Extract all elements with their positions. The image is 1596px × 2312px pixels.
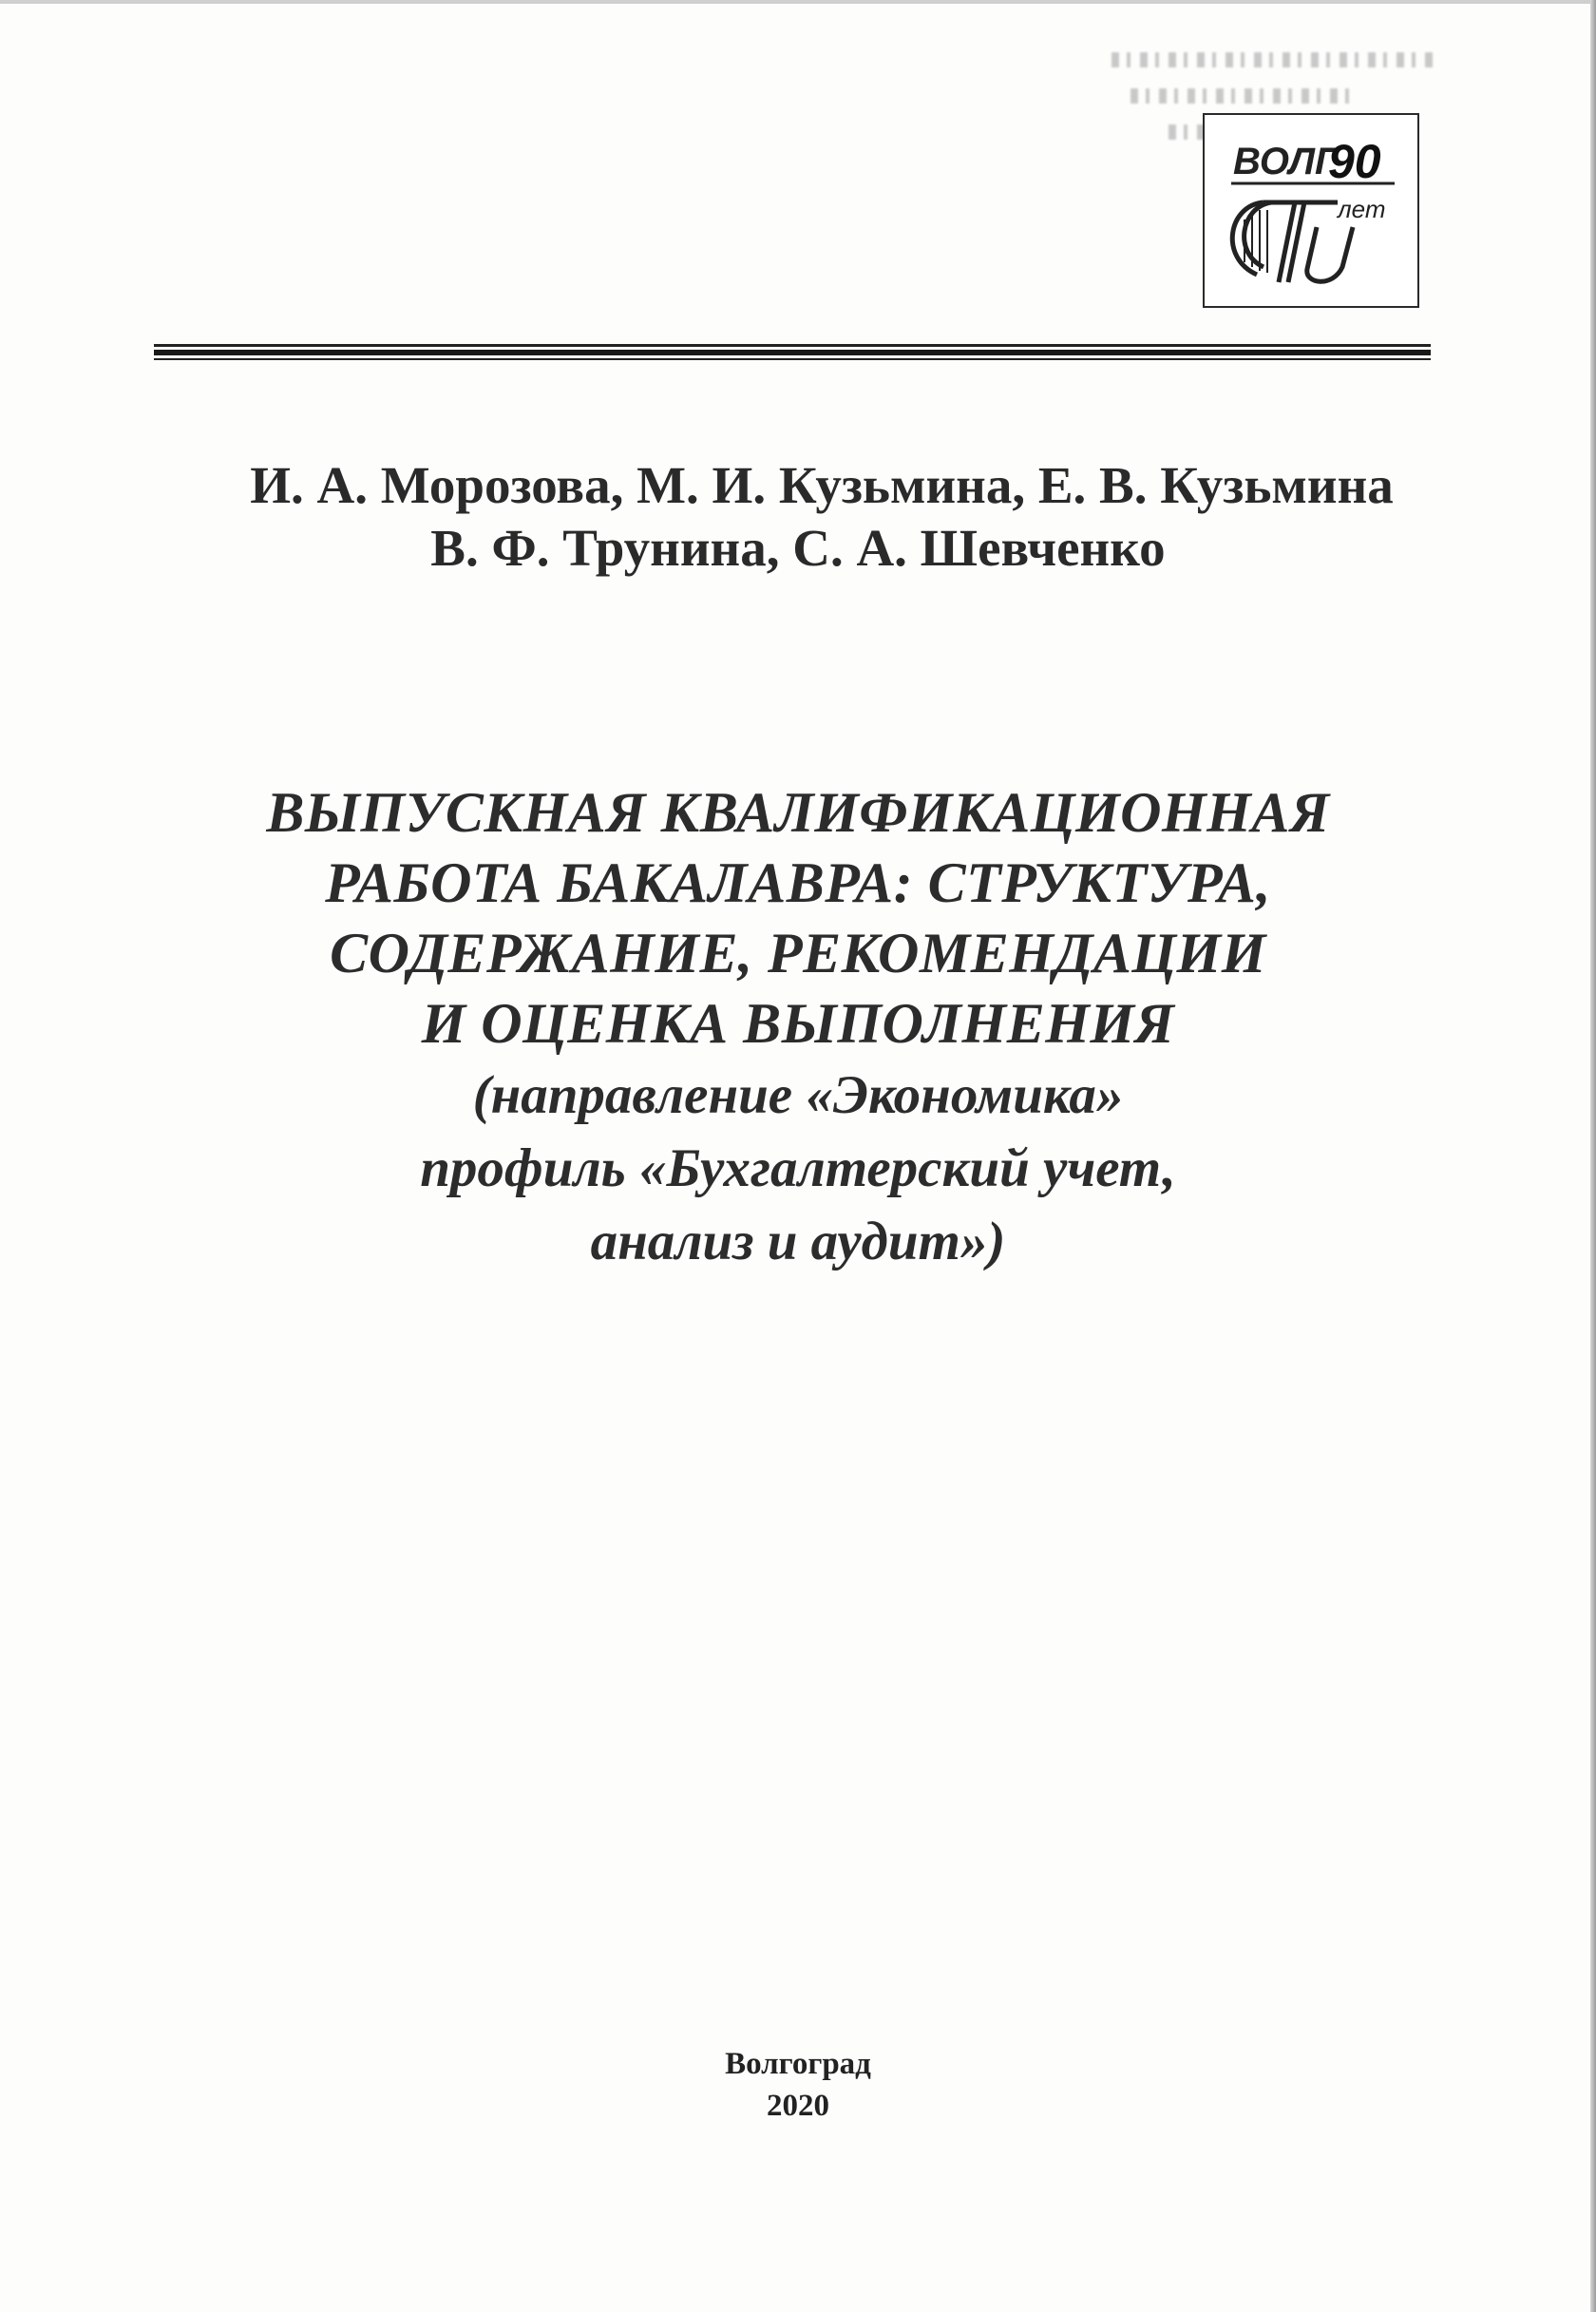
university-logo	[1203, 113, 1419, 308]
volggtu-90-logo-icon	[1205, 115, 1417, 306]
title-line: СОДЕРЖАНИЕ, РЕКОМЕНДАЦИИ	[330, 922, 1266, 984]
logo-monogram-icon	[1232, 202, 1353, 282]
header-rule-bottom	[154, 358, 1431, 360]
logo-top-text: ВОЛГ	[1233, 141, 1339, 182]
logo-number: 90	[1328, 135, 1381, 188]
imprint-block	[0, 2043, 1596, 2127]
subtitle-line: анализ и аудит»)	[590, 1212, 1006, 1271]
header-rule-top	[154, 344, 1431, 347]
title-line: И ОЦЕНКА ВЫПОЛНЕНИЯ	[421, 992, 1175, 1055]
authors-block	[0, 454, 1596, 580]
logo-years-text: лет	[1338, 195, 1386, 223]
imprint-city: Волгоград	[725, 2047, 871, 2081]
header-rule-thick	[154, 350, 1431, 355]
title-line: РАБОТА БАКАЛАВРА: СТРУКТУРА,	[325, 851, 1271, 914]
authors-line-2: В. Ф. Трунина, С. А. Шевченко	[430, 519, 1166, 577]
book-title	[0, 777, 1596, 1059]
title-line: ВЫПУСКНАЯ КВАЛИФИКАЦИОННАЯ	[266, 781, 1330, 844]
subtitle-line: (направление «Экономика»	[472, 1065, 1124, 1125]
book-title-block	[0, 777, 1596, 1278]
imprint-year: 2020	[767, 2089, 829, 2123]
subtitle-line: профиль «Бухгалтерский учет,	[420, 1138, 1176, 1198]
page-edge-top	[0, 0, 1596, 4]
authors-line-1: И. А. Морозова, М. И. Кузьмина, Е. В. Кузьмина	[250, 456, 1394, 514]
book-subtitle	[0, 1059, 1596, 1278]
